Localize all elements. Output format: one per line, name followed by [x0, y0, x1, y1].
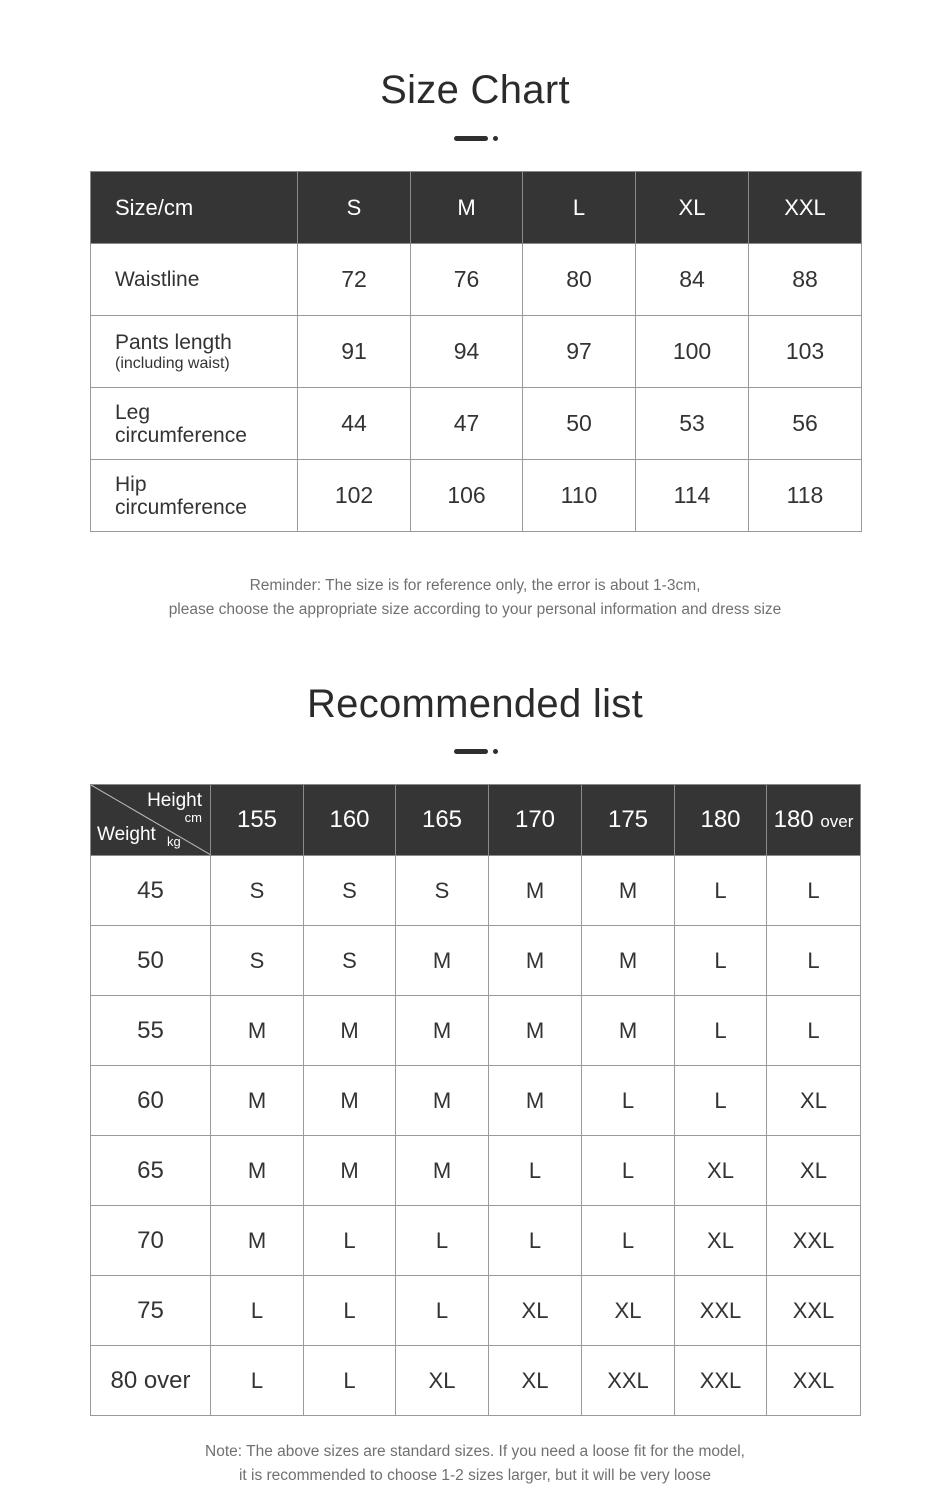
- size-chart-header-row: [91, 172, 862, 244]
- measurement-label: Leg circumference: [91, 388, 298, 460]
- size-cell: L: [304, 1276, 396, 1346]
- table-row: [91, 1206, 861, 1276]
- size-header-label: Size/cm: [91, 172, 298, 244]
- recommended-table: [90, 784, 861, 1416]
- recommended-header-row: [91, 785, 861, 856]
- size-cell: M: [304, 1136, 396, 1206]
- measurement-note: (including waist): [115, 354, 230, 372]
- table-cell: 94: [411, 316, 523, 388]
- note-line-2: it is recommended to choose 1-2 sizes larger, but it will be very loose: [238, 1467, 712, 1484]
- recommended-note: [0, 1440, 950, 1488]
- size-cell: XL: [675, 1136, 767, 1206]
- height-value: 180: [773, 806, 814, 833]
- size-reminder: [0, 574, 950, 622]
- size-header-l: L: [523, 172, 636, 244]
- table-row: [91, 388, 862, 460]
- table-cell: 103: [749, 316, 862, 388]
- weight-cell: 45: [91, 856, 211, 926]
- size-header-xl: XL: [636, 172, 749, 244]
- size-cell: M: [304, 1066, 396, 1136]
- table-cell: 118: [749, 460, 862, 532]
- table-row: [91, 1346, 861, 1416]
- table-row: [91, 460, 862, 532]
- size-cell: L: [675, 1066, 767, 1136]
- size-cell: L: [396, 1206, 489, 1276]
- size-cell: M: [489, 996, 582, 1066]
- table-cell: 56: [749, 388, 862, 460]
- table-row: [91, 1066, 861, 1136]
- measurement-label: Waistline: [91, 244, 298, 316]
- size-cell: L: [582, 1136, 675, 1206]
- size-cell: M: [211, 1136, 304, 1206]
- size-cell: L: [582, 1066, 675, 1136]
- measurement-label: Hip circumference: [91, 460, 298, 532]
- size-cell: L: [211, 1276, 304, 1346]
- weight-label: Weight: [97, 824, 156, 845]
- size-header-xxl: XXL: [749, 172, 862, 244]
- size-cell: L: [675, 926, 767, 996]
- size-cell: S: [211, 926, 304, 996]
- size-cell: M: [489, 926, 582, 996]
- size-cell: XL: [489, 1276, 582, 1346]
- table-row: [91, 856, 861, 926]
- height-header: 165: [396, 785, 489, 856]
- weight-cell: 75: [91, 1276, 211, 1346]
- size-cell: M: [211, 1206, 304, 1276]
- size-cell: XL: [675, 1206, 767, 1276]
- table-row: [91, 1276, 861, 1346]
- weight-cell: 80 over: [91, 1346, 211, 1416]
- height-label: Height: [147, 790, 202, 811]
- size-cell: S: [211, 856, 304, 926]
- height-header-over: [767, 785, 861, 856]
- weight-cell: 65: [91, 1136, 211, 1206]
- table-cell: 47: [411, 388, 523, 460]
- size-chart-title: Size Chart: [380, 68, 570, 112]
- table-cell: 102: [298, 460, 411, 532]
- measurement-label: Pants length: [115, 330, 232, 354]
- size-cell: L: [396, 1276, 489, 1346]
- size-cell: XL: [582, 1276, 675, 1346]
- note-line-1: Note: The above sizes are standard sizes. If you need a loose fit for the model,: [205, 1443, 745, 1460]
- size-cell: L: [767, 926, 861, 996]
- size-cell: XXL: [582, 1346, 675, 1416]
- size-cell: M: [211, 996, 304, 1066]
- table-row: [91, 316, 862, 388]
- title-divider: [454, 136, 500, 142]
- size-cell: L: [582, 1206, 675, 1276]
- size-cell: M: [582, 926, 675, 996]
- size-cell: XXL: [767, 1276, 861, 1346]
- height-header: 160: [304, 785, 396, 856]
- size-cell: XL: [767, 1066, 861, 1136]
- weight-cell: 70: [91, 1206, 211, 1276]
- size-cell: S: [304, 856, 396, 926]
- height-unit: cm: [184, 810, 202, 825]
- size-cell: L: [489, 1206, 582, 1276]
- size-cell: L: [767, 856, 861, 926]
- size-cell: XL: [396, 1346, 489, 1416]
- size-cell: XXL: [767, 1206, 861, 1276]
- weight-cell: 50: [91, 926, 211, 996]
- weight-cell: 55: [91, 996, 211, 1066]
- height-header: 180: [675, 785, 767, 856]
- size-cell: XXL: [675, 1276, 767, 1346]
- table-cell: 84: [636, 244, 749, 316]
- table-row: [91, 996, 861, 1066]
- table-cell: 44: [298, 388, 411, 460]
- table-row: [91, 1136, 861, 1206]
- size-cell: M: [489, 856, 582, 926]
- size-cell: M: [304, 996, 396, 1066]
- height-header: 155: [211, 785, 304, 856]
- height-header: 170: [489, 785, 582, 856]
- size-cell: L: [304, 1346, 396, 1416]
- size-cell: L: [675, 996, 767, 1066]
- measurement-label-cell: [91, 316, 298, 388]
- size-cell: S: [396, 856, 489, 926]
- size-cell: M: [582, 996, 675, 1066]
- size-cell: L: [304, 1206, 396, 1276]
- table-cell: 88: [749, 244, 862, 316]
- size-cell: M: [396, 926, 489, 996]
- height-over-suffix: over: [820, 812, 854, 831]
- table-cell: 80: [523, 244, 636, 316]
- size-cell: M: [489, 1066, 582, 1136]
- title-divider: [454, 749, 500, 755]
- size-cell: XXL: [767, 1346, 861, 1416]
- table-cell: 110: [523, 460, 636, 532]
- height-weight-corner: [91, 785, 211, 856]
- size-cell: XL: [489, 1346, 582, 1416]
- recommended-list-title: Recommended list: [306, 682, 644, 726]
- size-cell: L: [675, 856, 767, 926]
- table-cell: 72: [298, 244, 411, 316]
- size-cell: M: [211, 1066, 304, 1136]
- size-cell: XL: [767, 1136, 861, 1206]
- size-cell: M: [396, 996, 489, 1066]
- size-cell: S: [304, 926, 396, 996]
- size-cell: L: [211, 1346, 304, 1416]
- table-row: [91, 244, 862, 316]
- table-cell: 50: [523, 388, 636, 460]
- table-cell: 91: [298, 316, 411, 388]
- reminder-line-1: Reminder: The size is for reference only, the error is about 1-3cm,: [249, 577, 701, 594]
- size-cell: XXL: [675, 1346, 767, 1416]
- table-cell: 76: [411, 244, 523, 316]
- table-cell: 100: [636, 316, 749, 388]
- weight-cell: 60: [91, 1066, 211, 1136]
- size-header-m: M: [411, 172, 523, 244]
- size-cell: L: [489, 1136, 582, 1206]
- table-cell: 114: [636, 460, 749, 532]
- size-cell: M: [396, 1066, 489, 1136]
- table-cell: 97: [523, 316, 636, 388]
- table-cell: 53: [636, 388, 749, 460]
- size-header-s: S: [298, 172, 411, 244]
- table-cell: 106: [411, 460, 523, 532]
- height-header: 175: [582, 785, 675, 856]
- table-row: [91, 926, 861, 996]
- size-cell: L: [767, 996, 861, 1066]
- size-cell: M: [582, 856, 675, 926]
- weight-unit: kg: [167, 834, 181, 849]
- size-cell: M: [396, 1136, 489, 1206]
- size-chart-table: [90, 171, 862, 532]
- reminder-line-2: please choose the appropriate size according to your personal information and dress size: [168, 601, 782, 618]
